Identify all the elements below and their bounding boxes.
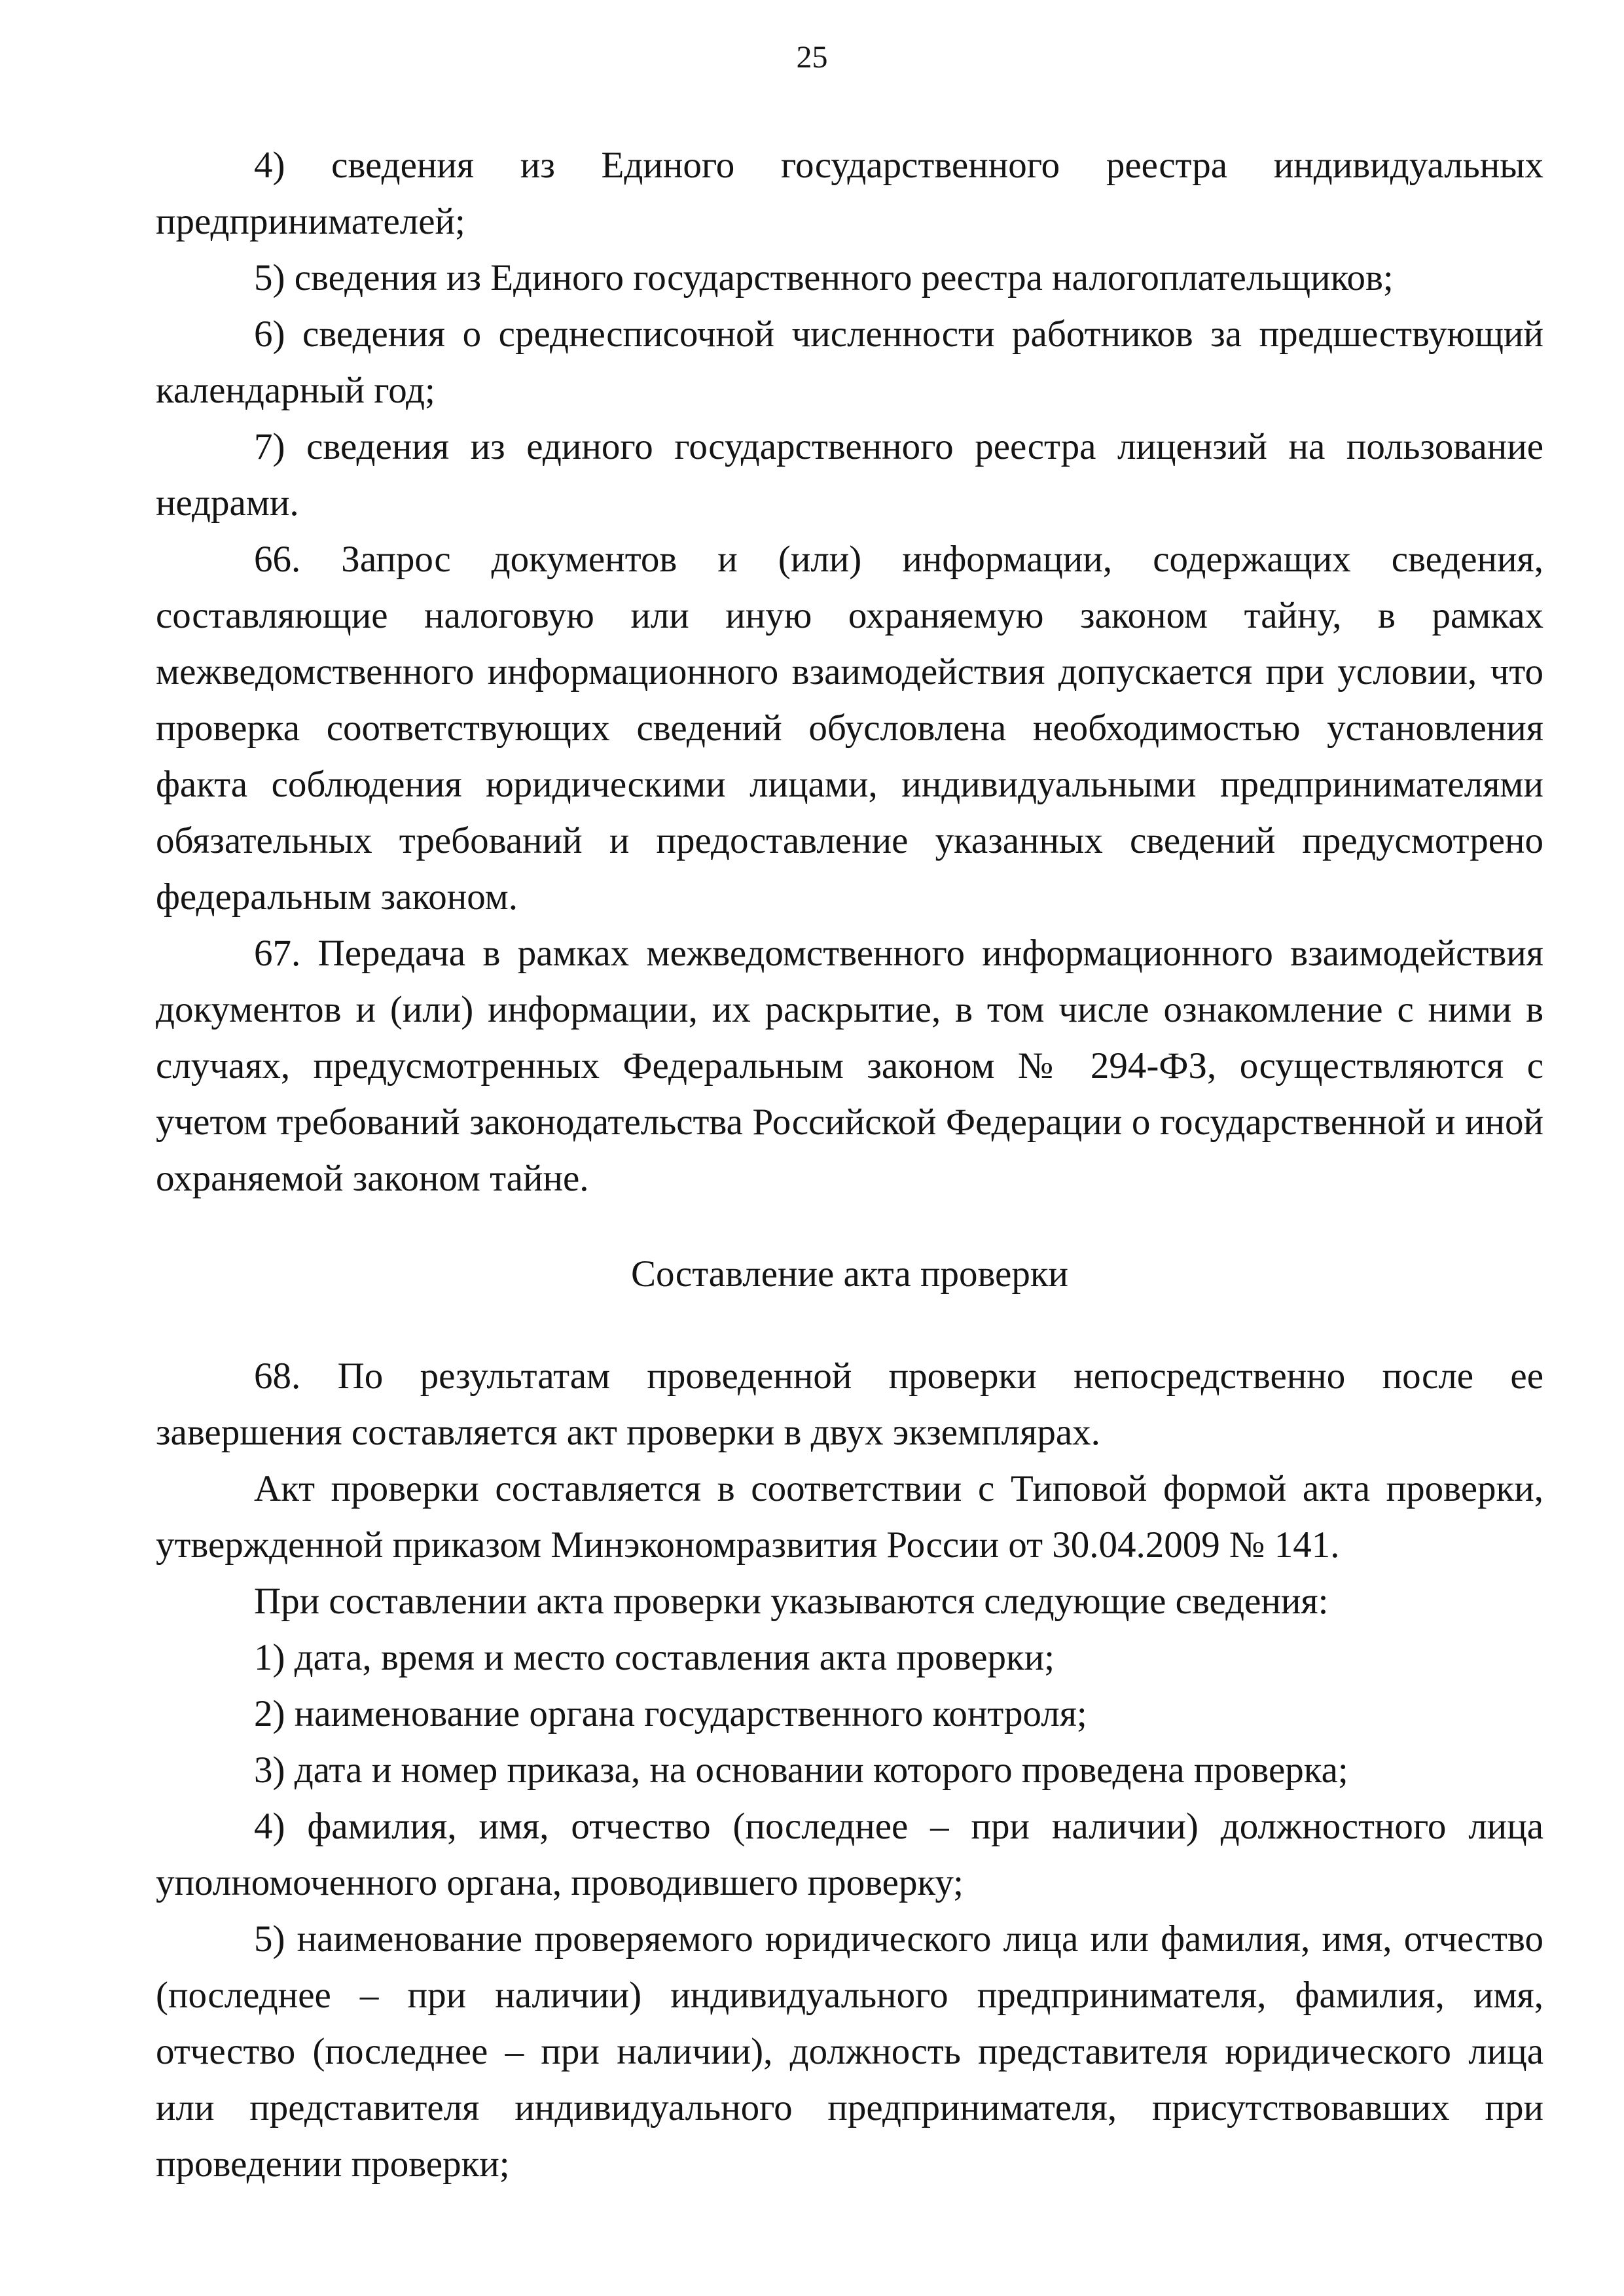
list-item-5-egrn: 5) сведения из Единого государственного реестра налогоплательщиков; <box>254 257 1394 298</box>
clause-68: 68. По результатам проведенной проверки непосредственно после ее завершения составляется акт проверки в двух экземплярах. <box>156 1355 1543 1453</box>
act-item-2: 2) наименование органа государственного контроля; <box>254 1693 1087 1734</box>
list-item-4-egrip: 4) сведения из Единого государственного реестра индивидуальных предпринимателей; <box>156 145 1543 242</box>
act-item-1: 1) дата, время и место составления акта проверки; <box>254 1637 1055 1678</box>
clause-67: 67. Передача в рамках межведомственного информационного взаимодействия документов и (или) информации, их раскрытие, в том числе ознакомление с ними в случаях, предусмотренных Федеральным законом № 294-ФЗ, осуществляются с учетом требований законодательства Российской Федерации о государственной и иной охраняемой законом тайне. <box>156 933 1543 1199</box>
act-item-3: 3) дата и номер приказа, на основании которого проведена проверка; <box>254 1749 1348 1791</box>
section-heading: Составление акта проверки <box>630 1253 1069 1295</box>
act-form-paragraph: Акт проверки составляется в соответствии с Типовой формой акта проверки, утвержденной приказом Минэкономразвития России от 30.04.2009 № 141. <box>156 1468 1543 1566</box>
list-item-7-licenses: 7) сведения из единого государственного реестра лицензий на пользование недрами. <box>156 426 1543 524</box>
act-item-5: 5) наименование проверяемого юридического лица или фамилия, имя, отчество (последнее – при наличии) индивидуального предпринимателя, фамилия, имя, отчество (последнее – при наличии), должность представителя юридического лица или представителя индивидуального предпринимателя, присутствовавших при проведении проверки; <box>156 1918 1543 2185</box>
act-contents-intro: При составлении акта проверки указываются следующие сведения: <box>254 1581 1329 1622</box>
document-body <box>156 137 1543 2193</box>
list-item-6-headcount: 6) сведения о среднесписочной численности работников за предшествующий календарный год; <box>156 314 1543 411</box>
act-item-4: 4) фамилия, имя, отчество (последнее – при наличии) должностного лица уполномоченного органа, проводившего проверку; <box>156 1806 1543 1903</box>
clause-66: 66. Запрос документов и (или) информации, содержащих сведения, составляющие налоговую или иную охраняемую законом тайну, в рамках межведомственного информационного взаимодействия допускается при условии, что проверка соответствующих сведений обусловлена необходимостью установления факта соблюдения юридическими лицами, индивидуальными предпринимателями обязательных требований и предоставление указанных сведений предусмотрено федеральным законом. <box>156 539 1543 918</box>
page-number: 25 <box>796 40 828 75</box>
